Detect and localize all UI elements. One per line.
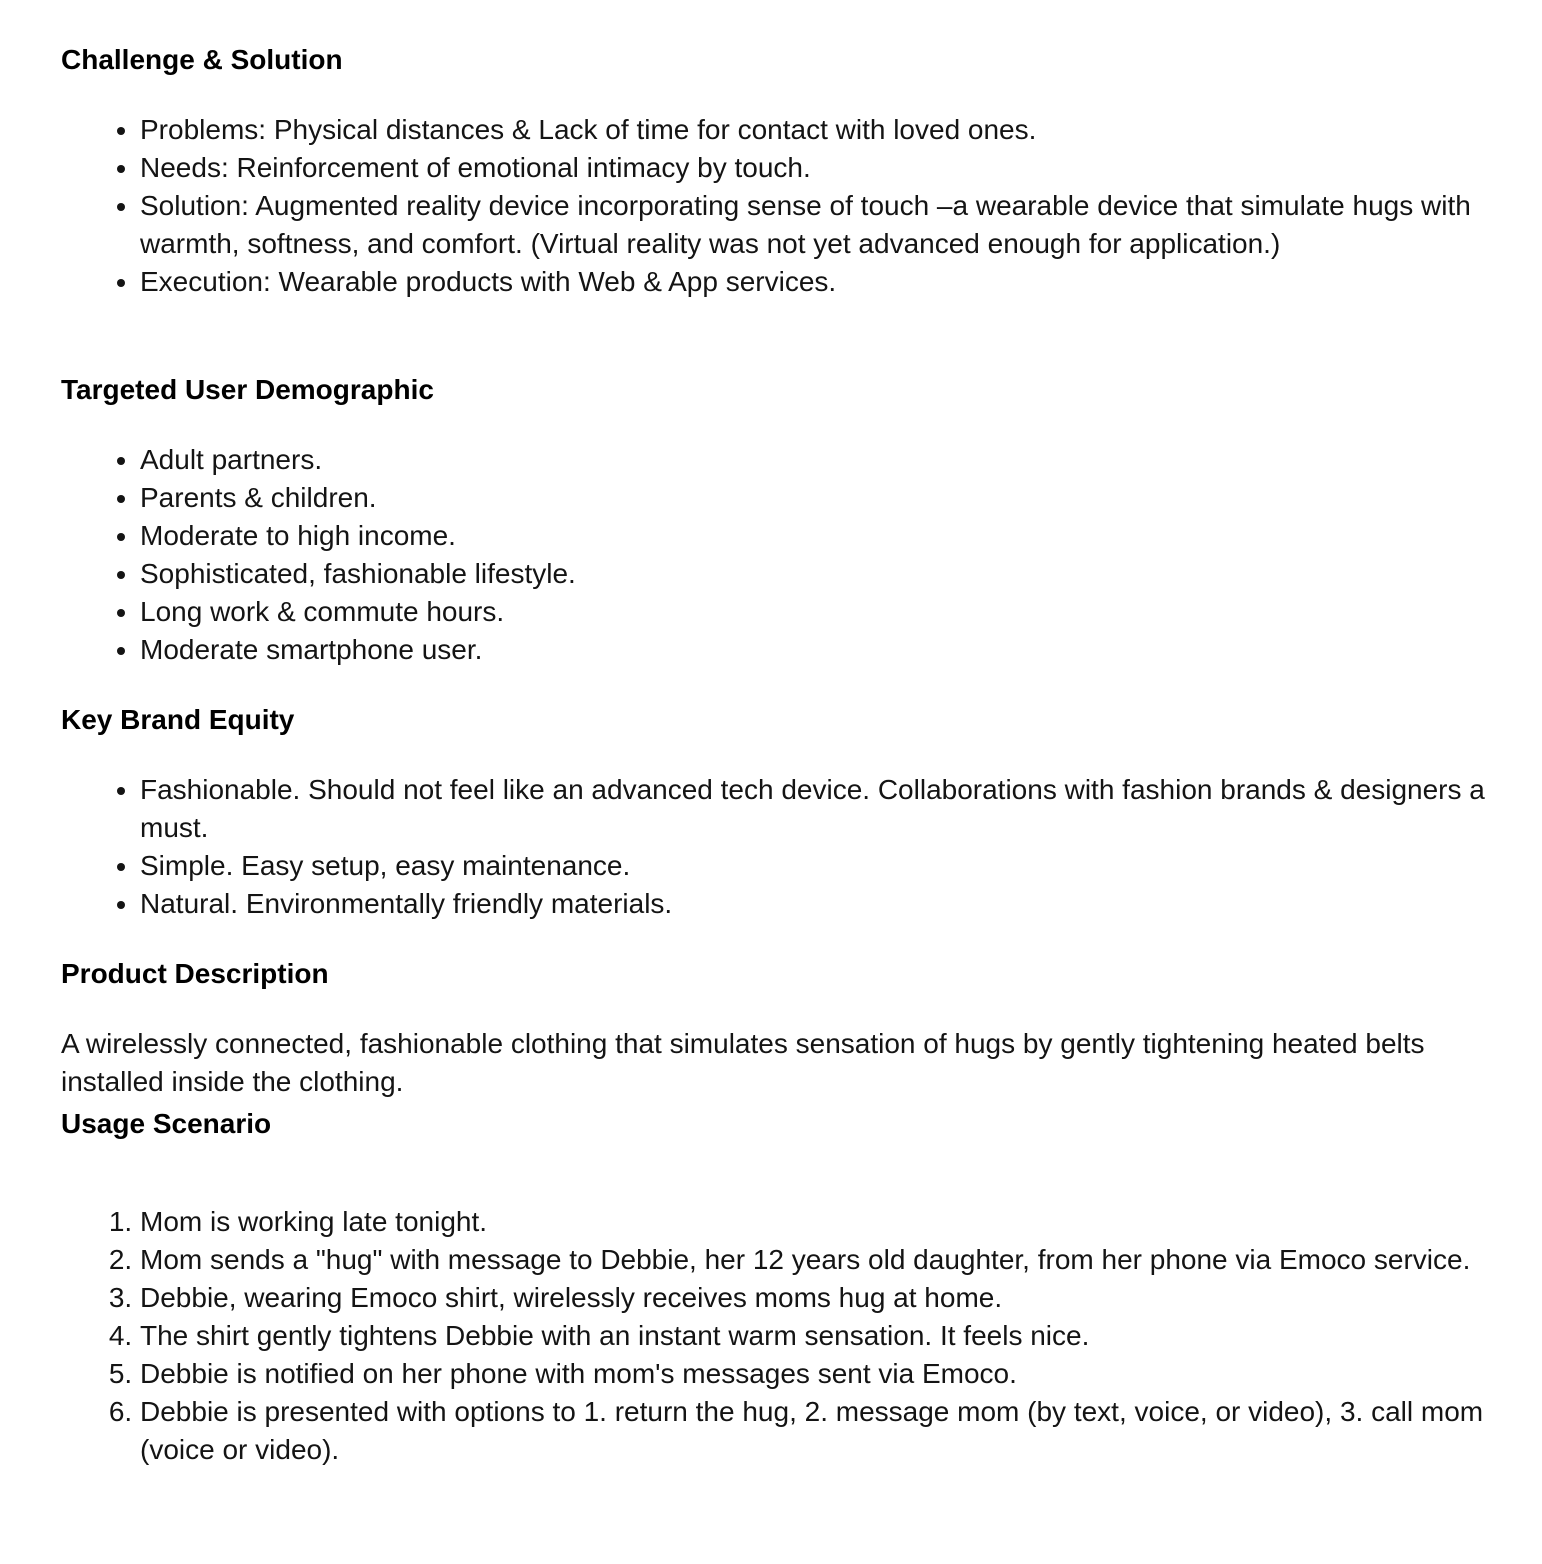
list-key-brand-equity — [140, 771, 1485, 923]
heading-product-description: Product Description — [61, 958, 329, 989]
list-challenge-solution — [140, 111, 1485, 301]
list-item: • Long work & commute hours. — [140, 593, 1485, 631]
heading-usage-scenario: Usage Scenario — [61, 1108, 272, 1139]
list-item: 2. Mom sends a "hug" with message to Debbie, her 12 years old daughter, from her phone via Emoco service. — [140, 1241, 1485, 1279]
list-usage-scenario — [140, 1203, 1485, 1469]
list-item: 3. Debbie, wearing Emoco shirt, wirelessly receives moms hug at home. — [140, 1279, 1485, 1317]
list-item: • Simple. Easy setup, easy maintenance. — [140, 847, 1485, 885]
list-item: 1. Mom is working late tonight. — [140, 1203, 1485, 1241]
list-item: • Moderate smartphone user. — [140, 631, 1485, 669]
heading-targeted-user-demographic: Targeted User Demographic — [61, 374, 434, 405]
heading-challenge-solution: Challenge & Solution — [61, 44, 343, 75]
heading-key-brand-equity: Key Brand Equity — [61, 704, 295, 735]
list-targeted-user-demographic — [140, 441, 1485, 669]
list-item: • Parents & children. — [140, 479, 1485, 517]
list-item: • Moderate to high income. — [140, 517, 1485, 555]
list-item: • Execution: Wearable products with Web & App services. — [140, 263, 1485, 301]
list-item: 4. The shirt gently tightens Debbie with an instant warm sensation. It feels nice. — [140, 1317, 1485, 1355]
product-description-text: A wirelessly connected, fashionable clothing that simulates sensation of hugs by gently tightening heated belts installed inside the clothing. — [61, 1028, 1425, 1097]
list-item: • Problems: Physical distances & Lack of time for contact with loved ones. — [140, 111, 1485, 149]
list-item: • Solution: Augmented reality device incorporating sense of touch –a wearable device that simulate hugs with warmth, softness, and comfort. (Virtual reality was not yet advanced enough for application.) — [140, 187, 1485, 263]
list-item: 6. Debbie is presented with options to 1. return the hug, 2. message mom (by text, voice, or video), 3. call mom (voice or video). — [140, 1393, 1485, 1469]
list-item: • Needs: Reinforcement of emotional intimacy by touch. — [140, 149, 1485, 187]
list-item: • Fashionable. Should not feel like an advanced tech device. Collaborations with fashion brands & designers a must. — [140, 771, 1485, 847]
list-item: • Sophisticated, fashionable lifestyle. — [140, 555, 1485, 593]
list-item: • Natural. Environmentally friendly materials. — [140, 885, 1485, 923]
list-item: 5. Debbie is notified on her phone with mom's messages sent via Emoco. — [140, 1355, 1485, 1393]
list-item: • Adult partners. — [140, 441, 1485, 479]
